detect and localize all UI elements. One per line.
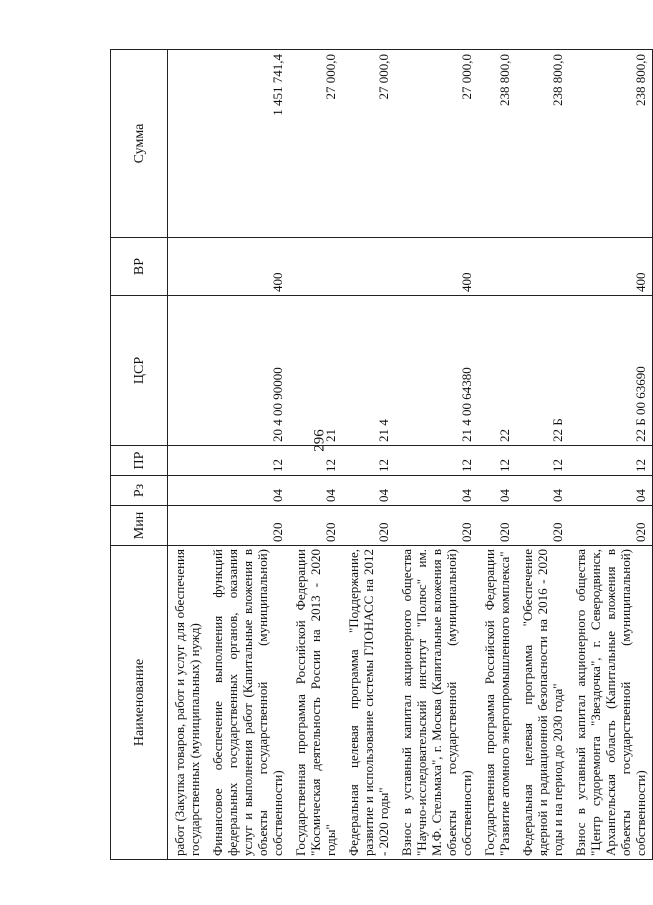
row-min: 020: [289, 506, 342, 546]
table-row: [478, 50, 516, 860]
row-vr: [478, 238, 516, 296]
row-pr: 12: [478, 446, 516, 476]
row-name: Финансовое обеспечение выполнения функций федеральных государственных органов, оказания услуг и выполнения работ (Капитальные вложения в объекты государственной (муниципальной) собственности): [206, 546, 289, 860]
row-min: 020: [342, 506, 395, 546]
row-rz: 04: [289, 476, 342, 506]
row-vr: 400: [569, 238, 653, 296]
row-vr: [516, 238, 569, 296]
row-vr: [289, 238, 342, 296]
row-csr: 21 4 00 64380: [395, 296, 478, 446]
row-min: 020: [395, 506, 478, 546]
row-csr: 20 4 00 90000: [206, 296, 289, 446]
row-csr: 22: [478, 296, 516, 446]
row-vr: [168, 238, 207, 296]
row-name: Государственная программа Российской Федерации "Космическая деятельность России на 2013 - 2020 годы": [289, 546, 342, 860]
row-csr: 22 Б: [516, 296, 569, 446]
row-sum: 27 000,0: [342, 50, 395, 238]
table-row: [342, 50, 395, 860]
row-pr: 12: [289, 446, 342, 476]
row-sum: 238 800,0: [478, 50, 516, 238]
row-name: Взнос в уставный капитал акционерного общества "Центр судоремонта "Звездочка", г. Северодвинск, Архангельская область (Капитальные вложения в объекты государственной (муниципальной) собственности): [569, 546, 653, 860]
table-row: [168, 50, 207, 860]
page-number: 296: [311, 429, 328, 452]
header-csr: ЦСР: [111, 296, 168, 446]
row-name: Федеральная целевая программа "Поддержание, развитие и использование системы ГЛОНАСС на 2012 - 2020 годы": [342, 546, 395, 860]
row-pr: 12: [342, 446, 395, 476]
row-sum: 1 451 741,4: [206, 50, 289, 238]
row-rz: 04: [569, 476, 653, 506]
row-name: Федеральная целевая программа "Обеспечение ядерной и радиационной безопасности на 2016 - 2020 годы и на период до 2030 года": [516, 546, 569, 860]
table-row: [569, 50, 653, 860]
row-min: [168, 506, 207, 546]
table-row: [395, 50, 478, 860]
table-row: [516, 50, 569, 860]
row-vr: [342, 238, 395, 296]
row-csr: 21: [289, 296, 342, 446]
rotated-sheet: [110, 50, 648, 860]
row-min: 020: [206, 506, 289, 546]
row-min: 020: [569, 506, 653, 546]
row-csr: [168, 296, 207, 446]
row-pr: 12: [395, 446, 478, 476]
header-name: Наименование: [111, 546, 168, 860]
budget-table: [110, 49, 653, 860]
row-rz: [168, 476, 207, 506]
row-pr: 12: [569, 446, 653, 476]
header-min: Мин: [111, 506, 168, 546]
row-vr: 400: [206, 238, 289, 296]
row-name: работ (Закупка товаров, работ и услуг для обеспечения государственных (муниципальных) нужд): [168, 546, 207, 860]
row-csr: 21 4: [342, 296, 395, 446]
header-sum: Сумма: [111, 50, 168, 238]
row-pr: 12: [516, 446, 569, 476]
header-row: [111, 50, 168, 860]
row-sum: 238 800,0: [569, 50, 653, 238]
row-sum: 27 000,0: [289, 50, 342, 238]
header-rz: Рз: [111, 476, 168, 506]
row-sum: [168, 50, 207, 238]
header-pr: ПР: [111, 446, 168, 476]
row-csr: 22 Б 00 63690: [569, 296, 653, 446]
row-pr: [168, 446, 207, 476]
row-rz: 04: [478, 476, 516, 506]
row-name: Государственная программа Российской Федерации "Развитие атомного энергопромышленного комплекса": [478, 546, 516, 860]
table-row: [206, 50, 289, 860]
table-row: [289, 50, 342, 860]
row-name: Взнос в уставный капитал акционерного общества "Научно-исследовательский институт "Полюс" им. М.Ф. Стельмаха", г. Москва (Капитальные вложения в объекты государственной (муниципальной) собственности): [395, 546, 478, 860]
row-vr: 400: [395, 238, 478, 296]
row-sum: 238 800,0: [516, 50, 569, 238]
row-rz: 04: [395, 476, 478, 506]
row-rz: 04: [516, 476, 569, 506]
row-rz: 04: [206, 476, 289, 506]
row-pr: 12: [206, 446, 289, 476]
row-min: 020: [478, 506, 516, 546]
row-sum: 27 000,0: [395, 50, 478, 238]
row-min: 020: [516, 506, 569, 546]
row-rz: 04: [342, 476, 395, 506]
header-vr: ВР: [111, 238, 168, 296]
